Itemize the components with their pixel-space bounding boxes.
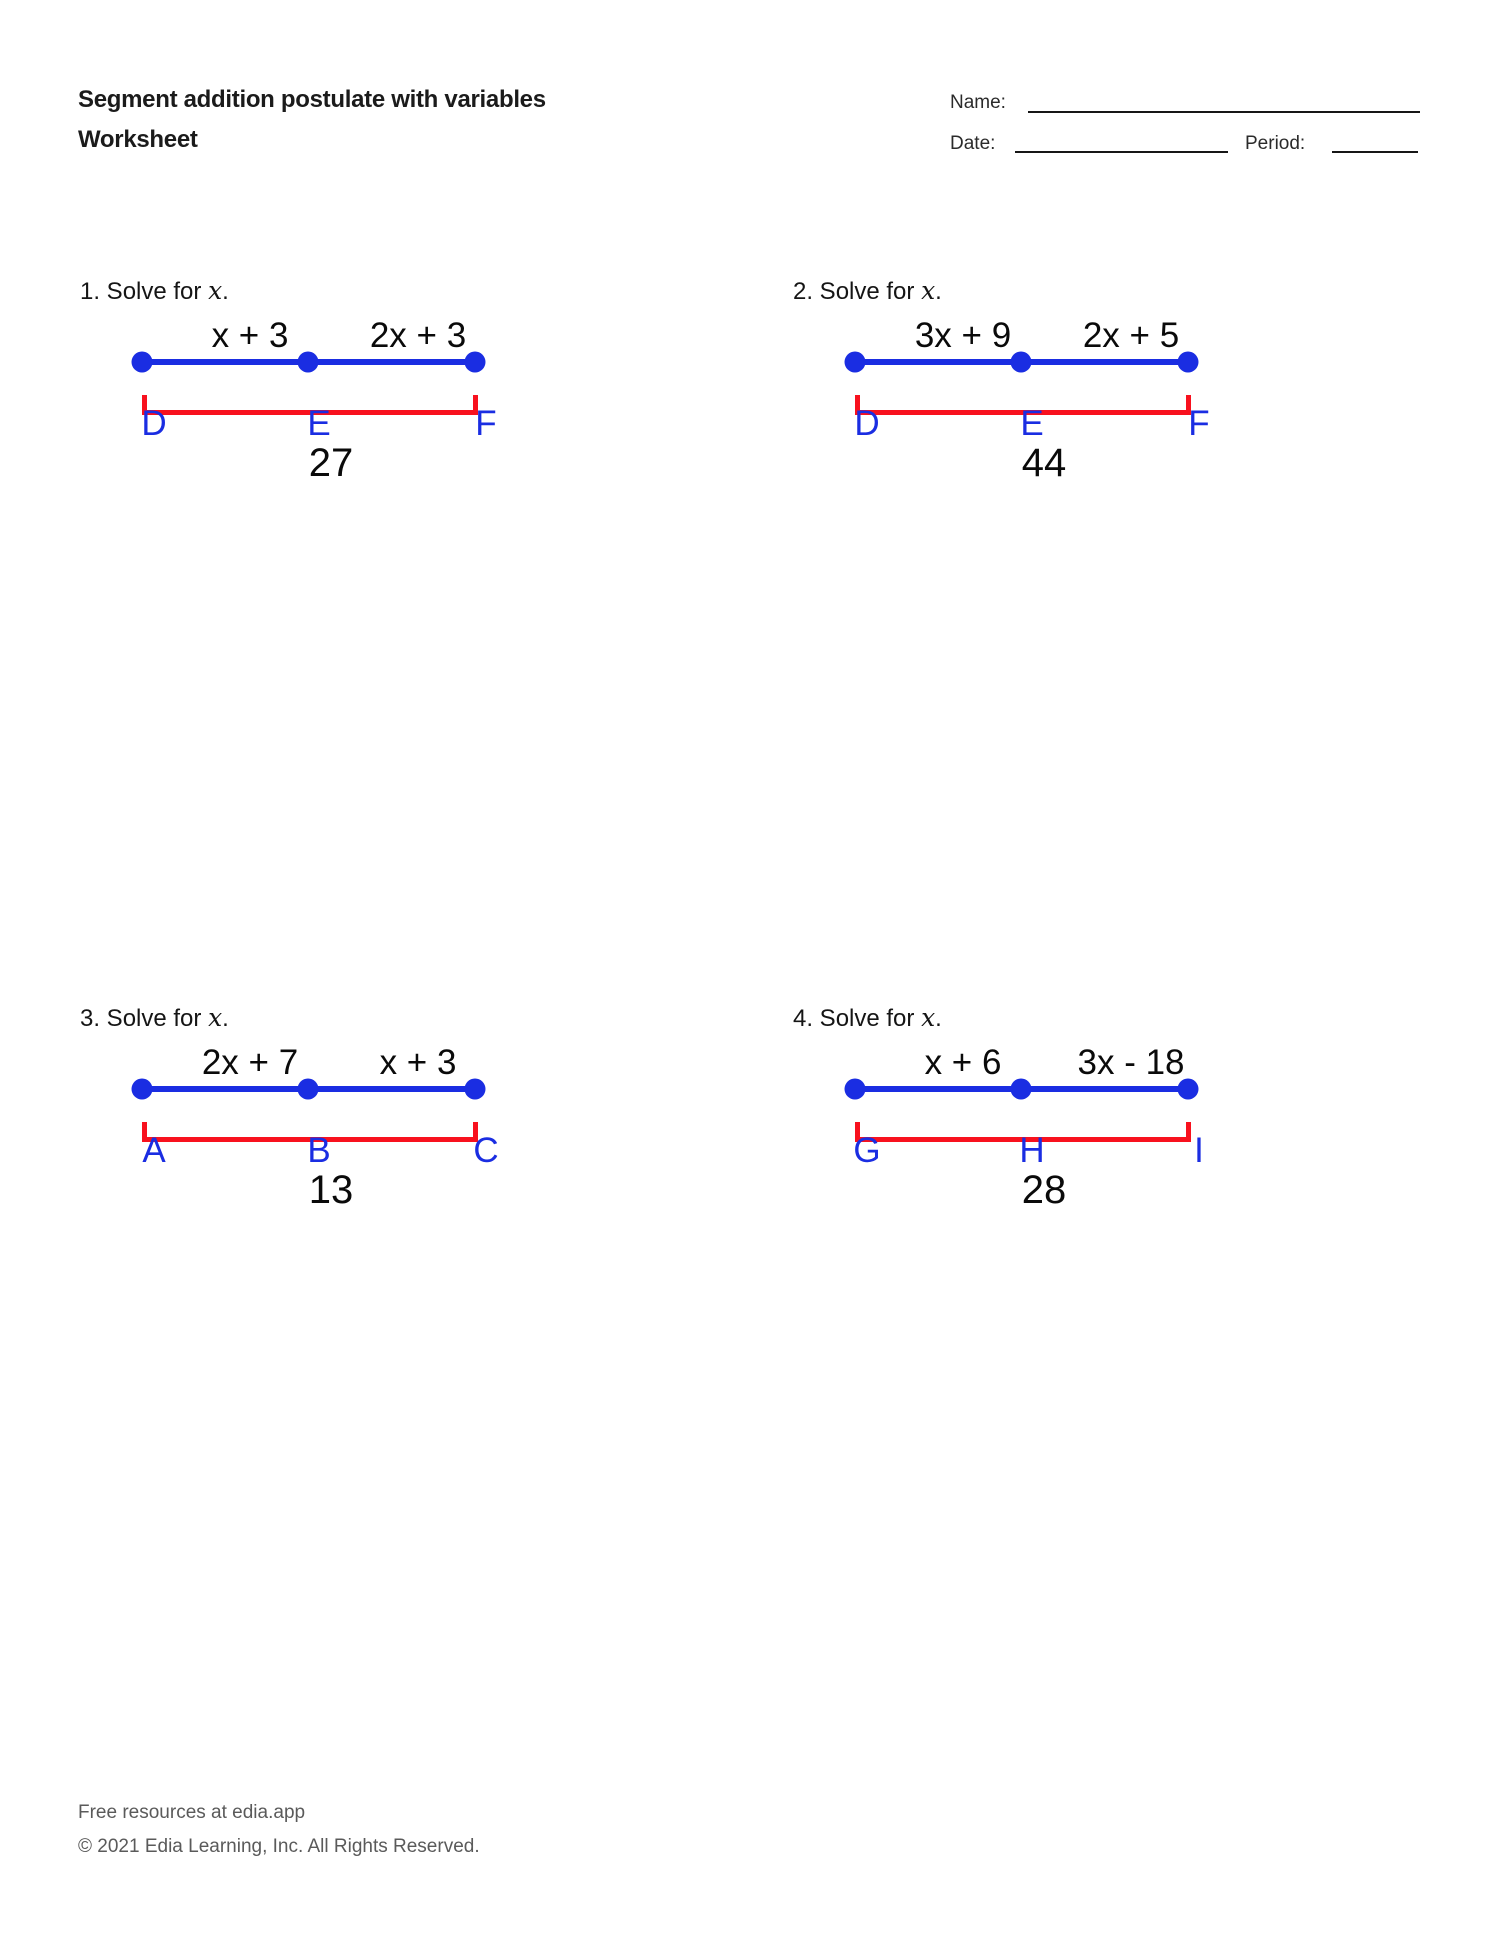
page-title-line-2: Worksheet <box>78 126 198 153</box>
point-label-middle: H <box>1019 1131 1045 1170</box>
point-label-right: C <box>473 1131 499 1170</box>
point-label-left: A <box>142 1131 166 1170</box>
problem-3 <box>80 1003 600 1278</box>
midpoint-dot <box>298 352 319 373</box>
point-label-right: F <box>1188 404 1210 443</box>
segment-expression-right: x + 3 <box>379 1043 457 1082</box>
segment-expression-left: x + 6 <box>924 1043 1002 1082</box>
period-blank-line <box>1332 151 1418 153</box>
total-length-label: 13 <box>308 1168 354 1212</box>
endpoint-dot-left <box>845 352 866 373</box>
page-title <box>78 80 546 160</box>
point-label-right: I <box>1194 1131 1204 1170</box>
period-label: Period: <box>1245 133 1306 154</box>
bracket-tick-right <box>1186 1122 1191 1142</box>
point-label-middle: E <box>307 404 331 443</box>
prompt-period: . <box>935 1005 942 1032</box>
footer-resource-text: Free resources at edia.app <box>78 1802 306 1823</box>
problem-4 <box>793 1003 1313 1278</box>
prompt-text: 1. Solve for <box>80 278 209 305</box>
prompt-text: 3. Solve for <box>80 1005 209 1032</box>
problem-prompt <box>80 1003 229 1033</box>
problem-prompt <box>80 276 229 306</box>
point-label-left: G <box>853 1131 881 1170</box>
segment-expression-left: 2x + 7 <box>201 1043 299 1082</box>
midpoint-dot <box>298 1079 319 1100</box>
prompt-text: 2. Solve for <box>793 278 922 305</box>
point-label-left: D <box>854 404 880 443</box>
segment-expression-right: 2x + 5 <box>1082 316 1180 355</box>
prompt-period: . <box>222 278 229 305</box>
point-label-right: F <box>475 404 497 443</box>
page-title-line-1: Segment addition postulate with variables <box>78 86 546 113</box>
prompt-period: . <box>222 1005 229 1032</box>
segment-expression-right: 3x - 18 <box>1077 1043 1185 1082</box>
endpoint-dot-right <box>1178 352 1199 373</box>
segment-expression-right: 2x + 3 <box>369 316 467 355</box>
point-label-middle: B <box>307 1131 331 1170</box>
problem-prompt <box>793 1003 942 1033</box>
total-length-label: 27 <box>308 441 354 485</box>
prompt-period: . <box>935 278 942 305</box>
total-length-label: 44 <box>1021 441 1067 485</box>
prompt-variable: x <box>208 1003 223 1032</box>
total-length-label: 28 <box>1021 1168 1067 1212</box>
date-label: Date: <box>950 133 996 154</box>
point-label-middle: E <box>1020 404 1044 443</box>
endpoint-dot-right <box>465 352 486 373</box>
prompt-variable: x <box>921 1003 936 1032</box>
midpoint-dot <box>1011 352 1032 373</box>
problem-prompt <box>793 276 942 306</box>
prompt-text: 4. Solve for <box>793 1005 922 1032</box>
name-blank-line <box>1028 111 1420 113</box>
problem-1 <box>80 276 600 551</box>
endpoint-dot-left <box>132 1079 153 1100</box>
problem-2 <box>793 276 1313 551</box>
name-label: Name: <box>950 92 1006 113</box>
endpoint-dot-left <box>845 1079 866 1100</box>
prompt-variable: x <box>208 276 223 305</box>
prompt-variable: x <box>921 276 936 305</box>
point-label-left: D <box>141 404 167 443</box>
footer-copyright-text: © 2021 Edia Learning, Inc. All Rights Reserved. <box>78 1836 480 1857</box>
endpoint-dot-right <box>465 1079 486 1100</box>
midpoint-dot <box>1011 1079 1032 1100</box>
endpoint-dot-left <box>132 352 153 373</box>
segment-expression-left: x + 3 <box>211 316 289 355</box>
date-blank-line <box>1015 151 1228 153</box>
segment-expression-left: 3x + 9 <box>914 316 1012 355</box>
